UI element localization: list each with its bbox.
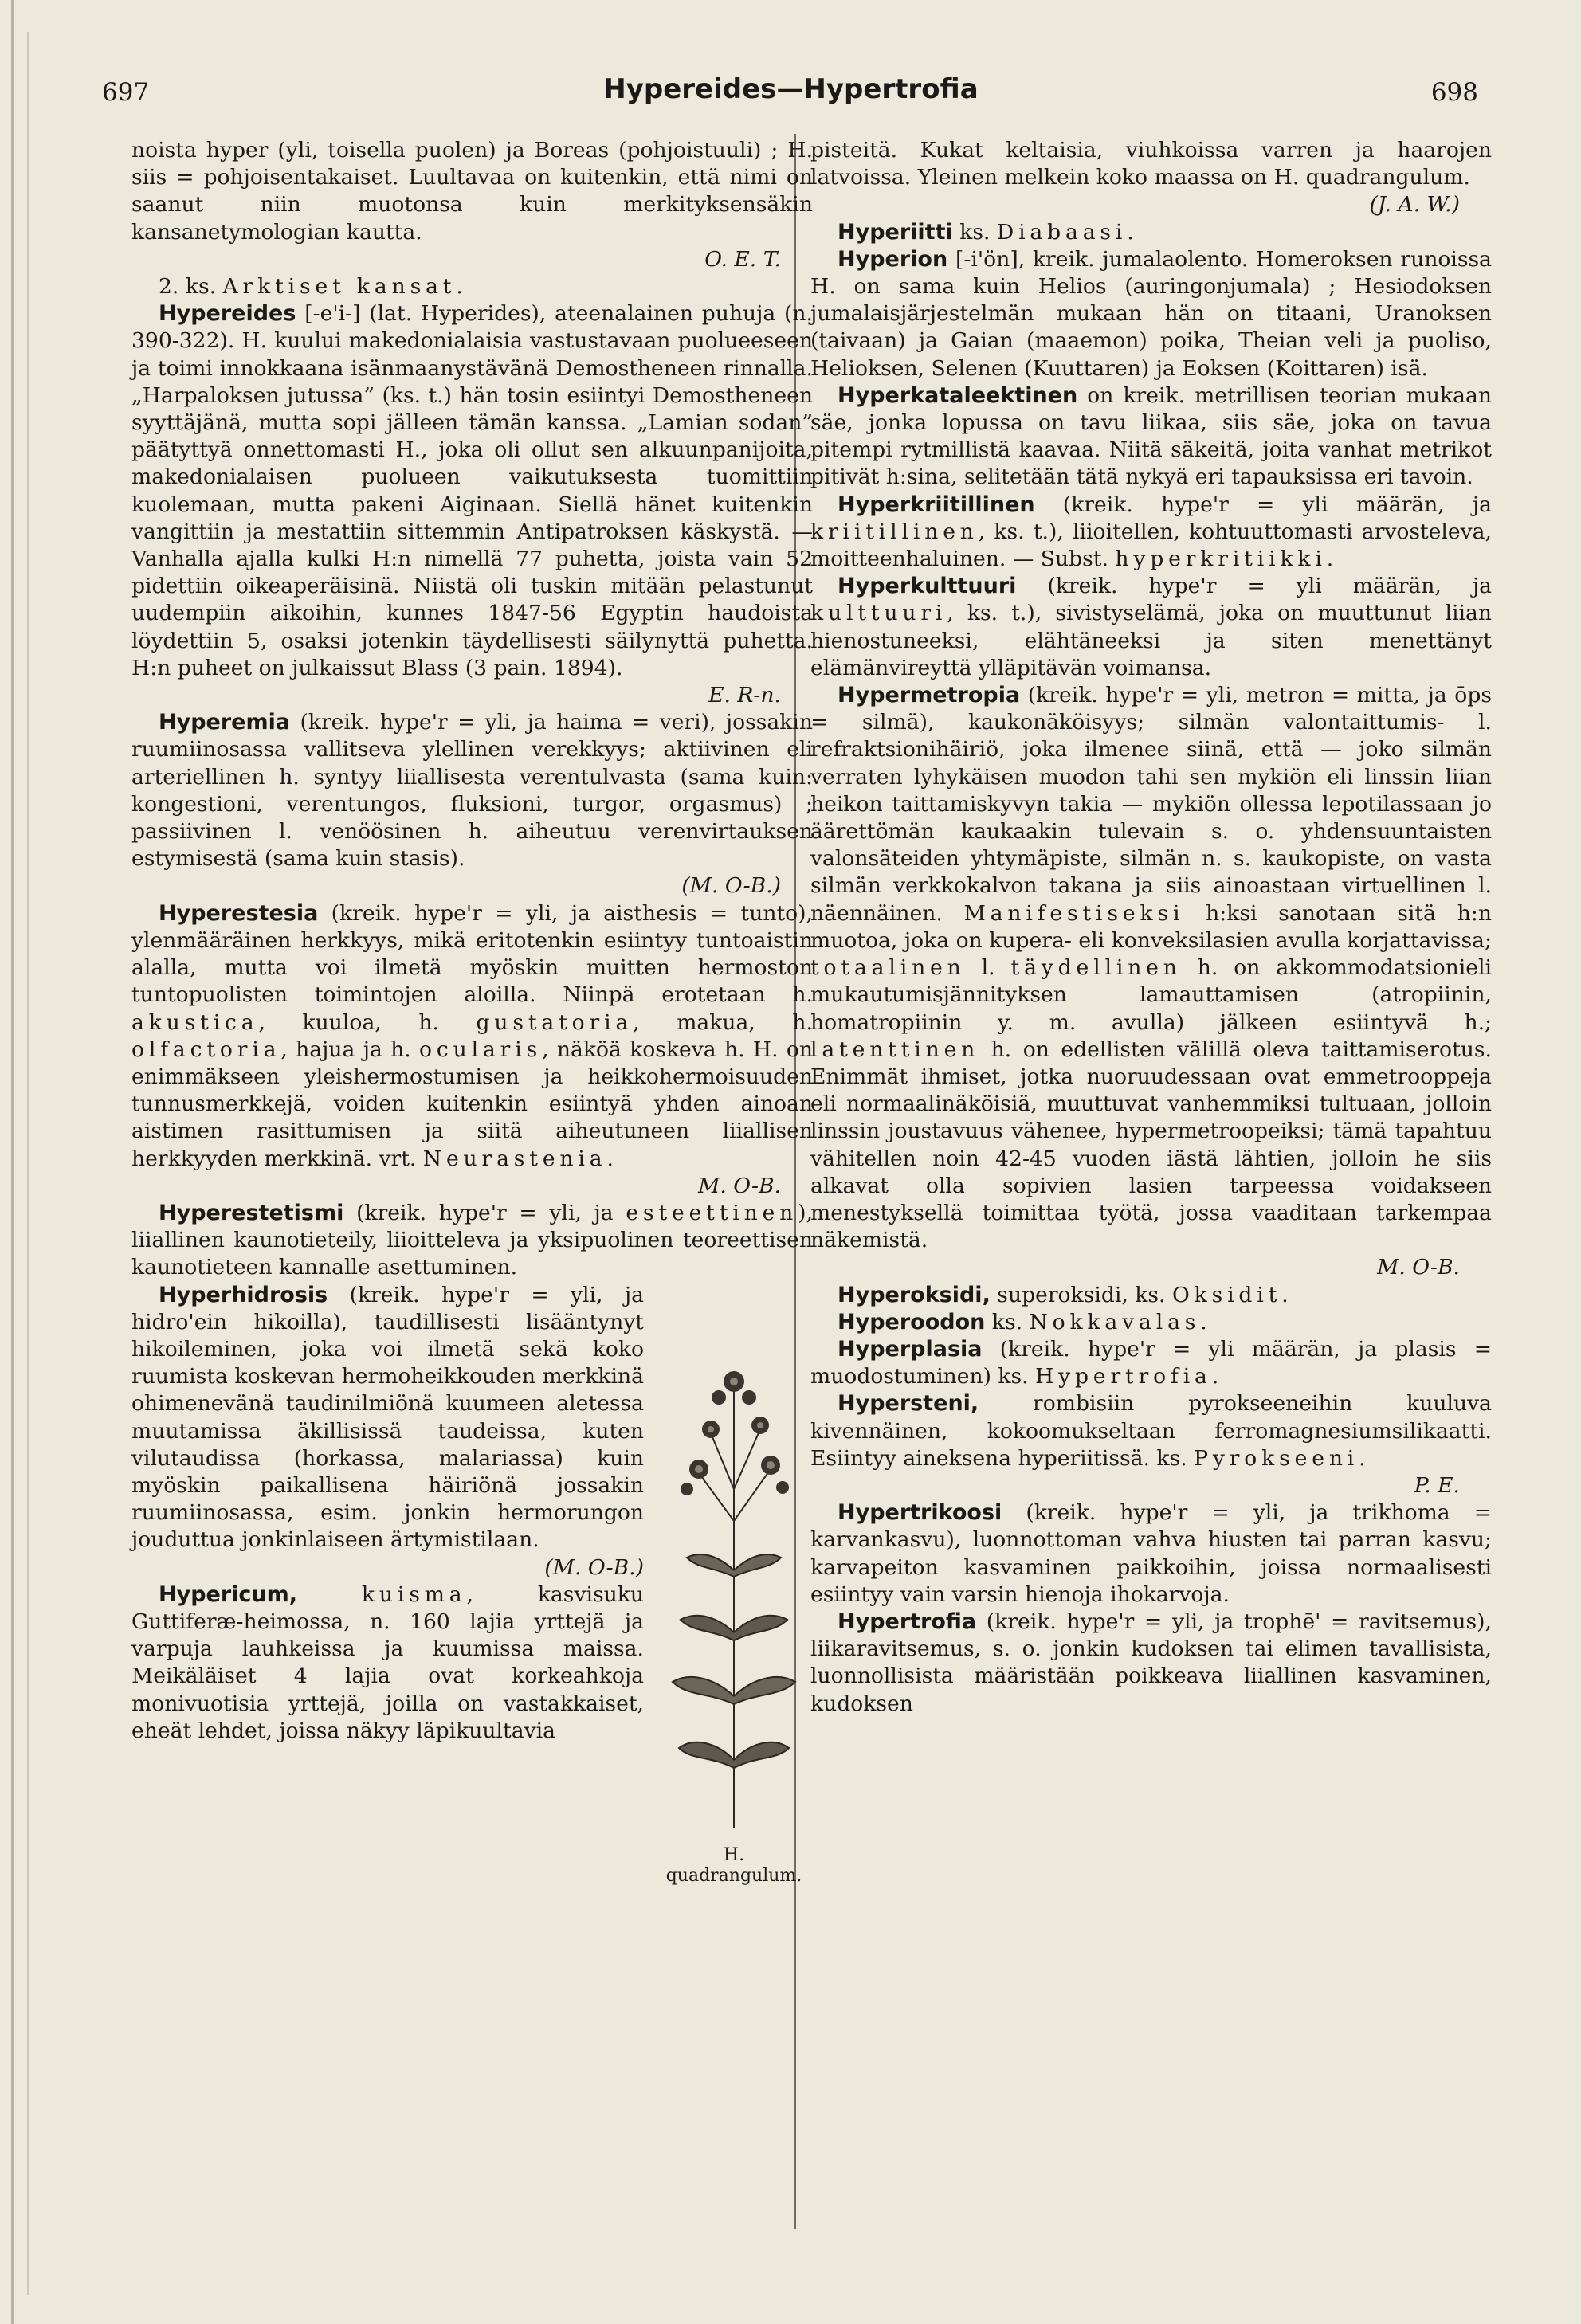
cross-reference: Diabaasi. — [996, 219, 1139, 245]
right-column — [810, 137, 1492, 1718]
left-column — [131, 137, 813, 1887]
page-number-right: 698 — [1430, 78, 1478, 107]
cross-reference: Arktiset kansat. — [222, 274, 468, 300]
entry-hypermetropia — [810, 682, 1492, 1281]
entry-text: l. — [981, 955, 995, 981]
entry-text: rombisiin pyrokseeneihin kuuluva kivennäinen, kokoomukseltaan ferromagnesiumsilikaatti. Esiintyy aineksena hyperiitissä. ks. — [810, 1391, 1492, 1471]
entry-text: , kuuloa, h. — [258, 1009, 439, 1035]
spaced-term: ocularis — [419, 1037, 543, 1062]
spaced-term: kuisma — [361, 1581, 467, 1607]
author-signature: E. R-n. — [708, 683, 781, 708]
entry-hyperemia — [131, 709, 813, 899]
headword: Hyperkataleektinen — [838, 382, 1078, 408]
entry-text: (kreik. hype'r = yli, ja hidro'ein hikoilla), taudillisesti lisääntynyt hikoileminen, joka voi ilmetä sekä koko ruumista koskevan hermoheikkouden merkkinä ohimenevänä taudinilmiönä kuumeen aletessa muutamissa äkillisissä taudeissa, kuten vilutaudissa (horkassa, malariassa) kuin myöskin paikallisena häiriönä jossakin ruumiinosassa, esim. jonkin hermorungon jouduttua jonkinlaiseen ärtymistilaan. — [131, 1282, 644, 1553]
leaf-left — [687, 1554, 734, 1577]
entry-text: pisteitä. Kukat keltaisia, viuhkoissa varren ja haarojen latvoissa. Yleinen melkein koko maassa on H. quadrangulum. — [810, 138, 1492, 190]
headword: Hyperemia — [159, 710, 291, 735]
flower-bud — [681, 1483, 693, 1495]
entry-text: (kreik. hype'r = yli, ja trophē' = ravitsemus), liikaravitsemus, s. o. jonkin kudoksen tai elimen tavallisista, luonnollisista määristään poikkeava liiallinen kasvaminen, kudoksen — [810, 1609, 1492, 1716]
entry-hypertrofia — [810, 1609, 1492, 1718]
entry-hyperplasia — [810, 1336, 1492, 1390]
author-signature: (J. A. W.) — [1369, 192, 1460, 218]
author-signature: O. E. T. — [704, 246, 781, 272]
headword: Hypersteni, — [838, 1391, 979, 1417]
figure-caption: H. quadrangulum. — [665, 1844, 802, 1886]
entry-text: noista hyper (yli, toisella puolen) ja Boreas (pohjoistuuli) ; H. siis = pohjoisentakaiset. Luultavaa on kuitenkin, että nimi on saanut niin muotonsa kuin merkityksensäkin kansanetymologian kautta. — [131, 138, 813, 245]
entry-hyperestetismi — [131, 1200, 813, 1282]
cross-reference: Oksidit. — [1171, 1282, 1293, 1307]
entry-hyperkulttuuri — [810, 573, 1492, 682]
branch — [734, 1429, 760, 1489]
entry-hyperkriitillinen — [810, 492, 1492, 574]
entry-hypereides — [131, 300, 813, 709]
spaced-term: täydellinen — [1010, 955, 1182, 981]
running-title: Hypereides—Hypertrofia — [603, 73, 979, 105]
spaced-term: esteettinen — [626, 1200, 798, 1225]
entry-hyperoksidi — [810, 1282, 1492, 1309]
headword: Hyperestesia — [159, 900, 319, 926]
cross-reference: Neurastenia. — [422, 1146, 618, 1171]
entry-text: on kreik. metrillisen teorian mukaan säe, jonka lopussa on tavu liikaa, siis säe, joka on tavua pitempi rytmillistä kaavaa. Niitä säkeitä, joita vanhat metrikot pitivät h:sina, selitetään tätä nykyä eri tapauksissa eri tavoin. — [810, 382, 1492, 490]
entry-text: superoksidi, ks. — [997, 1282, 1166, 1307]
entry-text: ), liiallinen kaunotieteily, liioitteleva ja yksipuolinen teoreettisen kaunotieteen kannalle asettuminen. — [131, 1200, 813, 1280]
entry-text: (kreik. hype'r = yli määrän, ja plasis = muodostuminen) ks. — [810, 1336, 1492, 1389]
headword: Hypertrofia — [838, 1609, 977, 1634]
author-signature: M. O-B. — [698, 1173, 781, 1198]
entry-hypericum-continued — [810, 137, 1492, 219]
author-signature: (M. O-B.) — [544, 1554, 644, 1580]
entry-text: [-i'ön], kreik. jumalaolento. Homeroksen runoissa H. on sama kuin Helios (auringonjumala) ; Hesiodoksen jumalaisjärjestelmän mukaan hän on titaani, Uranoksen (taivaan) ja Gaian (maaemon) poika, Theian veli ja puoliso, Helioksen, Selenen (Kuuttaren) ja Eoksen (Koittaren) isä. — [810, 246, 1492, 381]
author-signature: M. O-B. — [1377, 1255, 1460, 1280]
entry-boreas-2 — [131, 273, 813, 300]
headword: Hyperkriitillinen — [838, 492, 1035, 517]
headword: Hyperestetismi — [159, 1200, 344, 1225]
page-header — [96, 73, 1486, 113]
leaf-right — [734, 1554, 781, 1577]
cross-reference: Hypertrofia. — [1035, 1364, 1224, 1389]
headword: Hyperoksidi, — [838, 1282, 991, 1307]
branch — [699, 1473, 734, 1521]
flower-bud — [742, 1390, 756, 1405]
entry-text: (kreik. hype'r = yli määrän, ja — [1062, 492, 1492, 517]
headword: Hyperkulttuuri — [838, 574, 1017, 599]
spaced-term: latenttinen — [810, 1037, 980, 1062]
spaced-term: kriitillinen — [810, 519, 979, 544]
entry-text: , ks. t.), sivistyselämä, joka on muuttunut liian hienostuneeksi, elähtäneeksi ja siten menettänyt elämänvireyttä ylläpitävän voimansa. — [810, 601, 1492, 680]
entry-hyperion — [810, 246, 1492, 382]
headword: Hyperiitti — [838, 219, 953, 245]
headword: Hyperoodon — [838, 1309, 986, 1334]
entry-text: (kreik. hype'r = yli, ja trikhoma = karvankasvu), luonnottoman vahva hiusten tai parran kasvu; karvapeiton kasvaminen paikkoihin, joissa normaalisesti esiintyy vain varsin hienoja ihokarvoja. — [810, 1500, 1492, 1607]
spaced-term: gustatoria — [476, 1009, 634, 1035]
spaced-term: kulttuuri — [810, 601, 947, 626]
headword: Hyperion — [838, 246, 948, 272]
binding-edge — [11, 0, 14, 2324]
headword: Hypericum, — [159, 1581, 298, 1607]
entry-text: ks. — [991, 1309, 1023, 1334]
entry-text: , hajua ja h. — [280, 1037, 411, 1062]
entry-text: (kreik. hype'r = yli, ja haima = veri), jossakin ruumiinosassa vallitseva ylellinen verekkyys; aktiivinen eli arteriellinen h. syntyy liiallisesta verentulvasta (sama kuin: kongestioni, verentungos, fluksioni, turgor, orgasmus) ; passiivinen l. venöösinen h. aiheutuu verenvirtauksen estymisestä (sama kuin stasis). — [131, 710, 813, 872]
spaced-term: totaalinen — [810, 955, 966, 981]
entry-text: h:ksi sanotaan sitä h:n muotoa, joka on kupera- eli konveksilasien avulla korjattavissa; — [810, 900, 1492, 953]
headword: Hyperplasia — [838, 1336, 983, 1362]
leaf-right — [734, 1615, 787, 1640]
headword: Hypertrikoosi — [838, 1500, 1002, 1526]
entry-text: , kasvisuku Guttiferæ-heimossa, n. 160 lajia yrttejä ja varpuja lauhkeissa ja kuumissa maissa. Meikäläiset 4 lajia ovat korkeahkoja monivuotisia yrttejä, joilla on vastakkaiset, eheät lehdet, joissa näkyy läpikuultavia — [131, 1581, 644, 1743]
branch — [711, 1433, 734, 1489]
entry-text: h. on akkommodatsionieli mukautumisjännityksen lamauttamisen (atropiinin, homatropiinin y. m. avulla) jälkeen esiintyvä h.; — [810, 955, 1492, 1035]
entry-text: h. on edellisten välillä oleva taittamiserotus. Enimmät ihmiset, jotka nuoruudessaan ovat emmetrooppeja eli normaalinäköisiä, muuttuvat vanhemmiksi tultuaan, jolloin linssin joustavuus vähenee, hypermetroopeiksi; tämä tapahtuu vähitellen noin 42-45 vuoden iästä lähtien, jolloin he siis alkavat olla sopivien lasien tarpeessa voidakseen menestyksellä toimittaa työtä, jossa vaaditaan tarkempaa näkemistä. — [810, 1037, 1492, 1253]
hypericum-illustration — [655, 1290, 813, 1832]
entry-hypertrikoosi — [810, 1499, 1492, 1609]
spaced-term: akustica — [131, 1009, 259, 1035]
entry-text: , näköä koskeva h. H. on enimmäkseen yleishermostumisen ja heikkohermoisuuden tunnusmerkkejä, voiden kuitenkin esiintyä yhden ainoan aistimen rasittumisen ja siitä aiheutuneen liiallisen herkkyyden merkkinä. vrt. — [131, 1037, 813, 1171]
cross-reference: Pyrokseeni. — [1194, 1445, 1371, 1471]
cross-reference: Nokkavalas. — [1029, 1309, 1212, 1334]
entry-text: , ks. t.), liioitellen, kohtuuttomasti arvosteleva, moitteenhaluinen. — Subst. — [810, 519, 1492, 572]
spaced-term: hyperkritiikki. — [1115, 547, 1339, 572]
headword: Hypermetropia — [838, 683, 1021, 708]
entry-text: 2. ks. — [159, 274, 223, 300]
binding-shadow — [27, 32, 29, 2295]
author-signature: (M. O-B.) — [681, 873, 781, 899]
leaf-left — [673, 1676, 734, 1703]
entry-hyperoodon — [810, 1309, 1492, 1336]
spaced-term: olfactoria — [131, 1037, 281, 1062]
entry-text: (kreik. hype'r = yli, ja aisthesis = tunto), ylenmääräinen herkkyys, mikä eritotenkin esiintyy tuntoaistin alalla, mutta voi ilmetä myöskin muitten hermoston tuntopuolisten toimintojen aloilla. Niinpä erotetaan h. — [131, 900, 813, 1008]
entry-continuation — [131, 137, 813, 273]
page-number-left: 697 — [102, 78, 150, 107]
entry-hypersteni — [810, 1390, 1492, 1499]
leaf-left — [681, 1615, 734, 1640]
entry-text: , makua, h. — [633, 1009, 813, 1035]
entry-hyperestesia — [131, 900, 813, 1200]
entry-hyperiitti — [810, 219, 1492, 246]
entry-text: (kreik. hype'r = yli määrän, ja — [1047, 574, 1492, 599]
entry-text: ks. — [959, 219, 991, 245]
spaced-term: Manifestiseksi — [963, 900, 1185, 926]
entry-hyperkataleektinen — [810, 382, 1492, 492]
flower-bud — [712, 1390, 726, 1405]
author-signature: P. E. — [1414, 1472, 1460, 1498]
entry-text: (kreik. hype'r = yli, metron = mitta, ja ōps = silmä), kaukonäköisyys; silmän valontaittumis- l. refraktsionihäiriö, joka ilmenee siinä, että — joko silmän verraten lyhykäisen muodon tahi sen mykiön eli linssin liian heikon taittamiskyvyn takia — mykiön ollessa lepotilassaan jo äärettömän kaukaakin tulevain s. o. yhdensuuntaisten valonsäteiden yhtymäpiste, silmän n. s. kaukopiste, on vasta silmän verkkokalvon takana ja siis ainoastaan virtuellinen l. näennäinen. — [810, 683, 1492, 926]
headword: Hyperhidrosis — [159, 1282, 328, 1307]
leaf-right — [734, 1676, 795, 1703]
plant-figure — [655, 1282, 813, 1887]
entry-text: (kreik. hype'r = yli, ja — [356, 1200, 614, 1225]
headword: Hypereides — [159, 301, 296, 327]
leaf-right — [734, 1742, 789, 1767]
entry-text: [-e'i-] (lat. Hyperides), ateenalainen puhuja (n. 390-322). H. kuului makedonialaisia vastustavaan puolueeseen ja toimi innokkaana isänmaanystävänä Demostheneen rinnalla. „Harpaloksen jutussa” (ks. t.) hän tosin esiintyi Demostheneen syyttäjänä, mutta sopi jälleen tämän kanssa. „Lamian sodan” päätyttyä onnettomasti H., joka oli ollut sen alkuunpanijoita, makedonialaisen puolueen vaikutuksesta tuomittiin kuolemaan, mutta pakeni Aiginaan. Siellä hänet kuitenkin vangittiin ja mestattiin sittemmin Antipatroksen käskystä. — Vanhalla ajalla kulki H:n nimellä 77 puhetta, joista vain 52 pidettiin oikeaperäisinä. Niistä oli tuskin mitään pelastunut uudempiin aikoihin, kunnes 1847-56 Egyptin haudoista löydettiin 5, osaksi jotenkin täydellisesti säilynyttä puhetta. H:n puheet on julkaissut Blass (3 pain. 1894). — [131, 301, 813, 680]
leaf-left — [679, 1742, 734, 1767]
flower-bud — [776, 1481, 789, 1494]
